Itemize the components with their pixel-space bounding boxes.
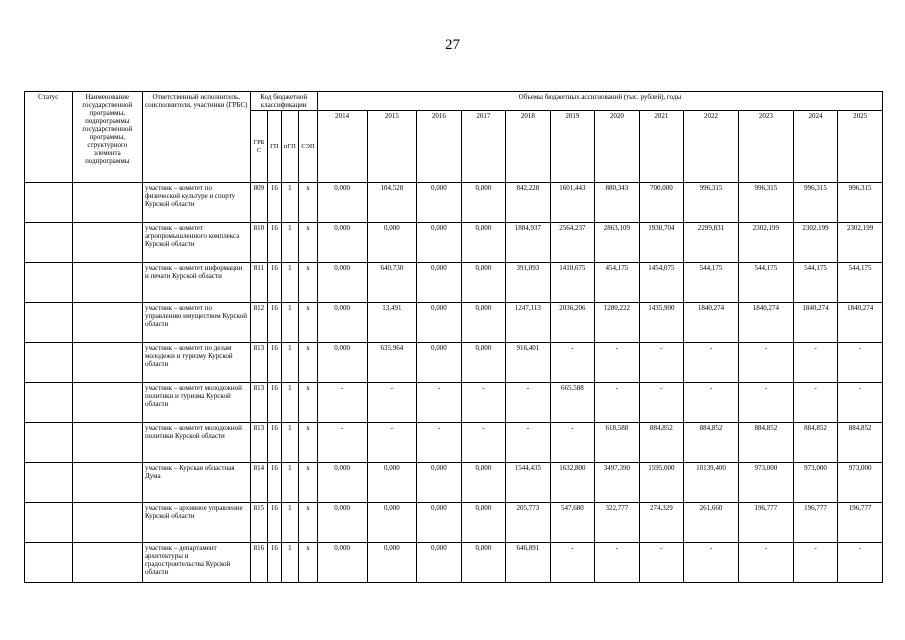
cell-code: 813 [250,423,268,463]
cell-code: 809 [250,183,268,223]
cell-value: - [793,543,837,583]
header-year: 2015 [367,111,417,183]
cell-value: - [639,383,683,423]
cell-value: 0,000 [417,343,461,383]
table-row [25,423,883,463]
cell-value: 916,401 [506,343,550,383]
cell-value: 1632,800 [550,463,594,503]
cell-status [25,343,73,383]
table-row [25,183,883,223]
cell-value: 0,000 [367,503,417,543]
cell-value: - [417,423,461,463]
cell-value: 0,000 [367,543,417,583]
cell-program-name [72,463,142,503]
cell-value: 1930,704 [639,223,683,263]
cell-value: - [595,343,639,383]
cell-value: 2302,199 [838,223,883,263]
cell-value: 196,777 [738,503,793,543]
cell-value: 2299,831 [684,223,739,263]
cell-value: - [639,543,683,583]
cell-value: 0,000 [317,303,367,343]
cell-value: 0,000 [317,343,367,383]
cell-value: 0,000 [461,343,505,383]
cell-status [25,223,73,263]
header-year: 2025 [838,111,883,183]
cell-code: 815 [250,503,268,543]
cell-value: - [317,383,367,423]
cell-value: 196,777 [793,503,837,543]
page-number: 27 [445,37,460,53]
cell-status [25,303,73,343]
cell-code: х [299,543,318,583]
cell-value: 884,852 [639,423,683,463]
header-budget-code: Код бюджетной классификации [250,92,317,111]
cell-value: 880,343 [595,183,639,223]
cell-value: - [506,383,550,423]
cell-value: 0,000 [417,503,461,543]
cell-value: 104,528 [367,183,417,223]
cell-value: 1840,274 [793,303,837,343]
cell-value: 544,175 [793,263,837,303]
cell-value: 1840,274 [684,303,739,343]
cell-program-name [72,383,142,423]
cell-value: - [684,543,739,583]
cell-code: х [299,383,318,423]
header-code-col: СЭП [299,111,318,183]
cell-executor: участник – архивное управление Курской области [142,503,250,543]
cell-code: 1 [281,463,299,503]
cell-value: 2863,109 [595,223,639,263]
cell-code: х [299,343,318,383]
cell-value: 0,000 [417,183,461,223]
cell-value: 996,315 [684,183,739,223]
cell-value: - [838,543,883,583]
cell-code: х [299,183,318,223]
cell-value: - [738,383,793,423]
cell-value: 996,315 [793,183,837,223]
table-row [25,343,883,383]
cell-value: - [367,423,417,463]
cell-value: 13,491 [367,303,417,343]
cell-value: - [738,343,793,383]
cell-code: 16 [268,423,281,463]
cell-value: 544,175 [684,263,739,303]
header-status: Статус [25,92,73,183]
cell-value: 0,000 [417,303,461,343]
cell-value: - [317,423,367,463]
cell-value: 665,588 [550,383,594,423]
cell-value: 547,680 [550,503,594,543]
header-year: 2022 [684,111,739,183]
cell-value: - [595,383,639,423]
cell-program-name [72,303,142,343]
cell-value: 0,000 [461,263,505,303]
cell-code: 16 [268,383,281,423]
cell-code: 1 [281,383,299,423]
cell-value: 640,730 [367,263,417,303]
cell-value: 884,852 [793,423,837,463]
cell-value: 2302,199 [738,223,793,263]
cell-value: 1410,675 [550,263,594,303]
cell-program-name [72,343,142,383]
budget-table [24,91,883,583]
cell-value: - [639,343,683,383]
cell-code: 16 [268,343,281,383]
cell-value: 0,000 [461,503,505,543]
cell-value: 544,175 [838,263,883,303]
cell-value: - [550,423,594,463]
cell-code: х [299,463,318,503]
cell-value: 973,000 [738,463,793,503]
cell-executor: участник – Курская областная Дума [142,463,250,503]
cell-value: 646,891 [506,543,550,583]
cell-status [25,383,73,423]
cell-executor: участник – комитет по делам молодежи и туризму Курской области [142,343,250,383]
header-year: 2021 [639,111,683,183]
cell-value: 0,000 [461,223,505,263]
cell-value: 205,773 [506,503,550,543]
cell-code: 16 [268,463,281,503]
cell-code: 16 [268,183,281,223]
header-year: 2016 [417,111,461,183]
header-code-col: ГРБС [250,111,268,183]
cell-value: 544,175 [738,263,793,303]
header-year: 2018 [506,111,550,183]
cell-code: 1 [281,343,299,383]
cell-executor: участник – комитет молодежной политики и туризма Курской области [142,383,250,423]
cell-value: 0,000 [417,463,461,503]
cell-code: 16 [268,503,281,543]
cell-status [25,183,73,223]
header-year: 2020 [595,111,639,183]
cell-value: 996,315 [738,183,793,223]
cell-code: х [299,223,318,263]
cell-value: 0,000 [317,183,367,223]
cell-code: 813 [250,343,268,383]
cell-status [25,263,73,303]
cell-value: 842,228 [506,183,550,223]
cell-value: - [417,383,461,423]
cell-value: 0,000 [317,463,367,503]
cell-value: 0,000 [461,303,505,343]
cell-code: х [299,503,318,543]
header-code-col: ГП [268,111,281,183]
header-code-col: пГП [281,111,299,183]
cell-program-name [72,183,142,223]
cell-value: 884,852 [738,423,793,463]
header-program-name: Наименование государственной программы, подпрограммы государственной программы, структурного элемента подпрограммы [72,92,142,183]
cell-value: 1840,274 [838,303,883,343]
cell-value: 1280,222 [595,303,639,343]
cell-value: 1454,075 [639,263,683,303]
cell-code: 814 [250,463,268,503]
table-row [25,383,883,423]
table-row [25,463,883,503]
cell-value: 1435,900 [639,303,683,343]
cell-value: 2564,237 [550,223,594,263]
cell-value: 2036,206 [550,303,594,343]
cell-value: 635,964 [367,343,417,383]
cell-value: - [838,343,883,383]
cell-value: 1884,937 [506,223,550,263]
cell-value: 0,000 [461,183,505,223]
cell-value: 3497,390 [595,463,639,503]
cell-executor: участник – комитет информации и печати Курской области [142,263,250,303]
cell-status [25,503,73,543]
cell-value: 0,000 [417,223,461,263]
cell-status [25,423,73,463]
cell-status [25,543,73,583]
cell-code: 1 [281,263,299,303]
cell-value: - [738,543,793,583]
cell-value: 0,000 [367,463,417,503]
cell-executor: участник – комитет агропромышленного комплекса Курской области [142,223,250,263]
table-row [25,263,883,303]
cell-program-name [72,223,142,263]
cell-executor: участник – комитет молодежной политики Курской области [142,423,250,463]
cell-value: 0,000 [461,463,505,503]
header-volumes: Объемы бюджетных ассигнований (тыс. рублей), годы [317,92,882,111]
cell-value: 1595,000 [639,463,683,503]
cell-code: 816 [250,543,268,583]
cell-value: 0,000 [317,263,367,303]
header-year: 2024 [793,111,837,183]
cell-value: 973,000 [793,463,837,503]
cell-value: 10139,400 [684,463,739,503]
cell-value: 996,315 [838,183,883,223]
cell-code: 1 [281,183,299,223]
cell-code: 812 [250,303,268,343]
table-row [25,303,883,343]
cell-code: 1 [281,223,299,263]
header-year: 2017 [461,111,505,183]
cell-value: - [595,543,639,583]
cell-value: - [684,383,739,423]
cell-value: 2302,199 [793,223,837,263]
header-executor: Ответственный исполнитель, соисполнители, участники (ГРБС) [142,92,250,183]
cell-code: 811 [250,263,268,303]
cell-value: - [461,383,505,423]
cell-status [25,463,73,503]
cell-program-name [72,503,142,543]
table-row [25,543,883,583]
cell-value: 454,175 [595,263,639,303]
table-row [25,223,883,263]
cell-value: 0,000 [317,503,367,543]
cell-value: 391,093 [506,263,550,303]
cell-code: 1 [281,503,299,543]
cell-value: - [506,423,550,463]
cell-value: 1544,435 [506,463,550,503]
cell-executor: участник – комитет по физической культуре и спорту Курской области [142,183,250,223]
cell-value: - [550,343,594,383]
cell-program-name [72,263,142,303]
table-body [25,183,883,583]
cell-value: 700,000 [639,183,683,223]
cell-value: 0,000 [317,543,367,583]
cell-value: 322,777 [595,503,639,543]
cell-value: 884,852 [838,423,883,463]
cell-value: 196,777 [838,503,883,543]
cell-code: 1 [281,423,299,463]
cell-value: 0,000 [417,263,461,303]
cell-program-name [72,423,142,463]
cell-code: 1 [281,303,299,343]
header-year: 2014 [317,111,367,183]
cell-executor: участник – комитет по управлению имуществом Курской области [142,303,250,343]
cell-value: - [793,383,837,423]
header-year: 2019 [550,111,594,183]
cell-value: 274,329 [639,503,683,543]
cell-code: 16 [268,223,281,263]
cell-value: - [838,383,883,423]
cell-code: 813 [250,383,268,423]
cell-value: 1601,443 [550,183,594,223]
cell-value: - [461,423,505,463]
cell-code: х [299,423,318,463]
cell-value: 884,852 [684,423,739,463]
cell-value: - [793,343,837,383]
cell-value: 0,000 [461,543,505,583]
cell-value: 261,660 [684,503,739,543]
cell-value: - [367,383,417,423]
cell-code: 16 [268,303,281,343]
cell-code: 810 [250,223,268,263]
cell-executor: участник – департамент архитектуры и градостроительства Курской области [142,543,250,583]
cell-value: 0,000 [317,223,367,263]
cell-value: 618,588 [595,423,639,463]
cell-value: 0,000 [417,543,461,583]
table-row [25,503,883,543]
cell-value: 1247,113 [506,303,550,343]
cell-code: 16 [268,263,281,303]
cell-value: - [684,343,739,383]
cell-code: х [299,303,318,343]
cell-value: - [550,543,594,583]
cell-code: х [299,263,318,303]
cell-value: 0,000 [367,223,417,263]
cell-value: 1840,274 [738,303,793,343]
header-year: 2023 [738,111,793,183]
cell-program-name [72,543,142,583]
cell-code: 16 [268,543,281,583]
cell-code: 1 [281,543,299,583]
cell-value: 973,000 [838,463,883,503]
